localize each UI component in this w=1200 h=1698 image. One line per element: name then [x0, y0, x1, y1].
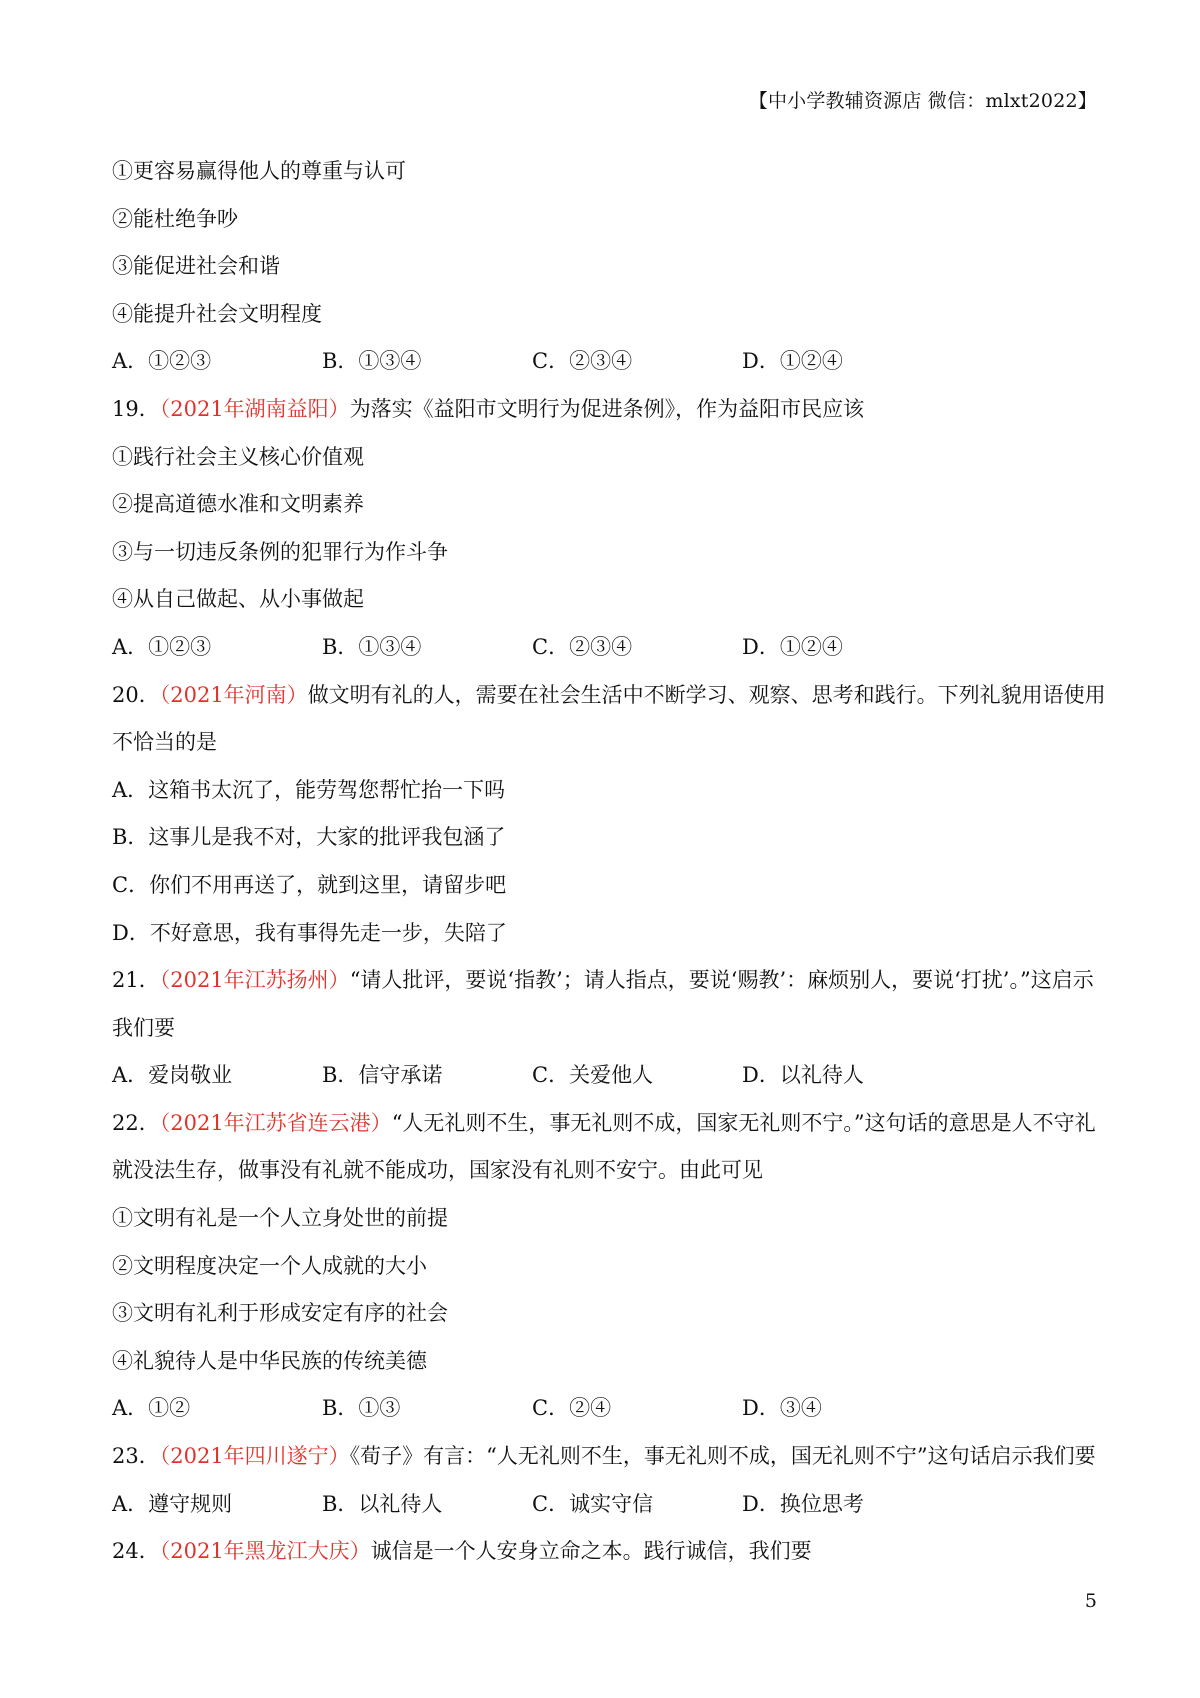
- q22-stem-text-1: “人无礼则不生，事无礼则不成，国家无礼则不宁。”这句话的意思是人不守礼: [391, 1110, 1096, 1135]
- q18-options: [112, 338, 1102, 386]
- q21-option-c: C．关爱他人: [532, 1063, 654, 1088]
- q20-choice-d: D．不好意思，我有事得先走一步，失陪了: [112, 920, 507, 945]
- q20-stem: [112, 672, 1106, 720]
- q23-stem-text: 《荀子》有言：“人无礼则不生，事无礼则不成，国无礼则不宁”这句话启示我们要: [349, 1444, 1096, 1469]
- q24-number: 24．: [112, 1539, 160, 1564]
- q19-number: 19．: [112, 396, 160, 421]
- q23-option-a: A．遵守规则: [112, 1491, 233, 1516]
- q22-item-3: ③文明有礼利于形成安定有序的社会: [112, 1301, 448, 1326]
- q22-number: 22．: [112, 1110, 160, 1135]
- q19-stem-text: 为落实《益阳市文明行为促进条例》，作为益阳市民应该: [349, 396, 865, 421]
- q22-option-a: A．①②: [112, 1396, 191, 1421]
- q19-stem: [112, 386, 1102, 434]
- q18-item-1: ①更容易赢得他人的尊重与认可: [112, 159, 406, 183]
- q19-option-d: D．①②④: [742, 634, 843, 659]
- q22-stem-continued: 就没法生存，做事没有礼就不能成功，国家没有礼则不安宁。由此可见: [112, 1158, 763, 1183]
- q22-item-4: ④礼貌待人是中华民族的传统美德: [112, 1348, 427, 1373]
- q23-option-d: D．换位思考: [742, 1491, 864, 1516]
- q24-stem: [112, 1528, 1102, 1576]
- q19-option-a: A．①②③: [112, 634, 212, 659]
- q22-option-c: C．②④: [532, 1396, 612, 1421]
- q20-number: 20．: [112, 682, 160, 707]
- q21-source: （2021年江苏扬州）: [159, 968, 350, 993]
- q19-option-c: C．②③④: [532, 634, 633, 659]
- q22-stem: [112, 1100, 1102, 1148]
- q19-source: （2021年湖南益阳）: [159, 396, 350, 421]
- q19-item-1: ①践行社会主义核心价值观: [112, 444, 364, 469]
- q19-options: [112, 624, 1102, 672]
- q18-item-4: ④能提升社会文明程度: [112, 301, 322, 326]
- q21-stem-continued: 我们要: [112, 1015, 175, 1040]
- q19-item-2: ②提高道德水准和文明素养: [112, 492, 364, 517]
- q24-source: （2021年黑龙江大庆）: [159, 1539, 371, 1564]
- q21-number: 21．: [112, 968, 160, 993]
- q20-choice-a: A．这箱书太沉了，能劳驾您帮忙抬一下吗: [112, 777, 506, 802]
- q22-options: [112, 1385, 1102, 1433]
- q22-option-b: B．①③: [322, 1396, 401, 1421]
- q22-option-d: D．③④: [742, 1396, 822, 1421]
- q18-item-3: ③能促进社会和谐: [112, 254, 280, 279]
- q21-stem-text-1: “请人批评，要说‘指教’；请人指点，要说‘赐教’：麻烦别人，要说‘打扰’。”这启示: [349, 968, 1094, 993]
- q23-number: 23．: [112, 1444, 160, 1469]
- q18-option-c: C．②③④: [532, 349, 633, 374]
- page-number: 5: [1084, 1590, 1097, 1612]
- q19-item-3: ③与一切违反条例的犯罪行为作斗争: [112, 539, 448, 564]
- q18-item-2: ②能杜绝争吵: [112, 206, 238, 231]
- q23-option-b: B．以礼待人: [322, 1491, 443, 1516]
- q23-options: [112, 1481, 1102, 1529]
- q21-option-a: A．爱岗敬业: [112, 1063, 233, 1088]
- q23-source: （2021年四川遂宁）: [159, 1444, 350, 1469]
- q18-option-a: A．①②③: [112, 349, 212, 374]
- header-note: 【中小学教辅资源店 微信：mlxt2022】: [748, 90, 1097, 112]
- q22-source: （2021年江苏省连云港）: [159, 1110, 392, 1135]
- q23-option-c: C．诚实守信: [532, 1491, 654, 1516]
- q23-stem: [112, 1433, 1102, 1481]
- q22-item-1: ①文明有礼是一个人立身处世的前提: [112, 1206, 448, 1231]
- q22-item-2: ②文明程度决定一个人成就的大小: [112, 1253, 427, 1278]
- q20-choice-b: B．这事儿是我不对，大家的批评我包涵了: [112, 825, 506, 850]
- question-content: [112, 148, 1106, 1576]
- q20-source: （2021年河南）: [159, 682, 308, 707]
- q21-stem: [112, 957, 1102, 1005]
- q18-option-d: D．①②④: [742, 349, 843, 374]
- q19-option-b: B．①③④: [322, 634, 422, 659]
- q19-item-4: ④从自己做起、从小事做起: [112, 587, 364, 612]
- q21-option-b: B．信守承诺: [322, 1063, 443, 1088]
- q21-options: [112, 1052, 1102, 1100]
- q20-stem-text-1: 做文明有礼的人，需要在社会生活中不断学习、观察、思考和践行。下列礼貌用语使用: [307, 682, 1106, 707]
- q21-option-d: D．以礼待人: [742, 1063, 864, 1088]
- q20-stem-continued: 不恰当的是: [112, 730, 217, 755]
- q18-option-b: B．①③④: [322, 349, 422, 374]
- q24-stem-text: 诚信是一个人安身立命之本。践行诚信，我们要: [370, 1539, 812, 1564]
- q20-choice-c: C．你们不用再送了，就到这里，请留步吧: [112, 872, 507, 897]
